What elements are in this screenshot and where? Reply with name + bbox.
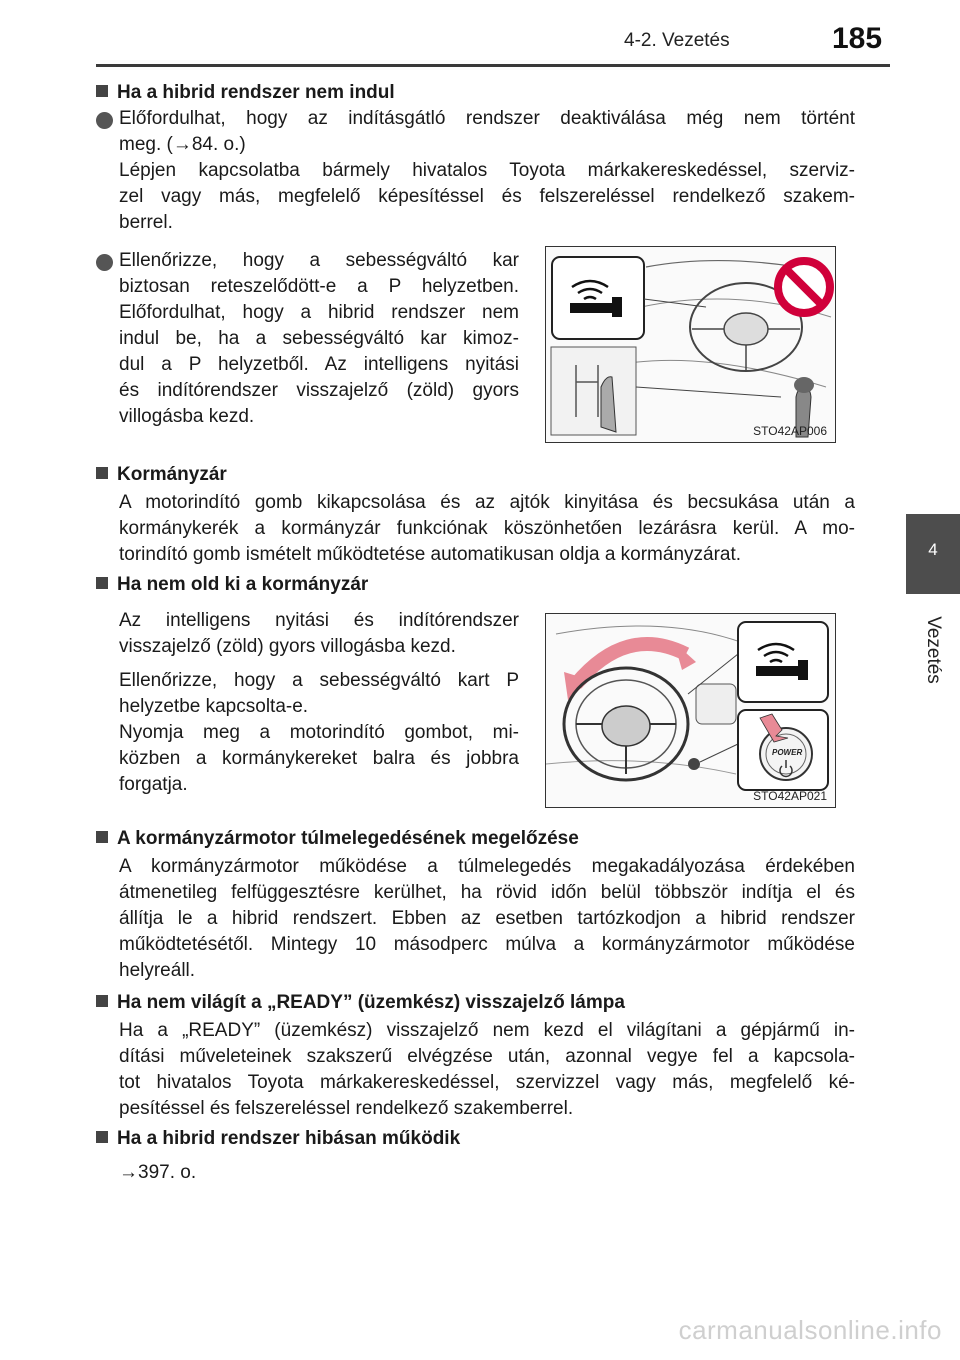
figure-steering-lock-illustration (545, 613, 836, 808)
lock-indicator-text: Az intelligens nyitási és indítórendszer visszajelző (zöld) gyors villogásba kezd. (119, 610, 519, 657)
figure-shift-lever-illustration (545, 246, 836, 443)
section-heading-ready-light: Ha nem világít a „READY” (üzemkész) visszajelző lámpa (96, 990, 625, 1016)
bullet-circle-icon (96, 254, 113, 271)
power-button-label: POWER (772, 748, 803, 757)
section-square-icon (96, 1131, 108, 1143)
page-reference-link[interactable]: →397. o. (119, 1162, 197, 1183)
section-square-icon (96, 85, 108, 97)
section-square-icon (96, 831, 108, 843)
header-rule (96, 64, 890, 67)
page-number: 185 (832, 22, 883, 55)
figure-label: STO42AP006 (753, 424, 827, 438)
section-heading-overheat-prevention: A kormányzármotor túlmelegedésének megelőzése (96, 826, 579, 852)
chapter-tab (906, 514, 960, 594)
chapter-title-vertical (918, 610, 948, 690)
prohibited-sign-icon (778, 261, 830, 313)
ready-light-text: Ha a „READY” (üzemkész) visszajelző nem kezd el világítani a gépjármű in- dítási műveleteinek szakszerű elvégzése után, azonnal vegye fel a kapcsola- tot hivatalos Toyota márkakereskedéssel, szervizzel vagy más, megfelelő ké- pesítéssel és felszereléssel rendelkező szakemberrel. (119, 1020, 855, 1119)
figure-label: STO42AP021 (753, 789, 827, 803)
section-heading-steering-lock: Kormányzár (96, 462, 227, 488)
header-section-title: 4-2. Vezetés (624, 30, 730, 51)
steering-lock-illustration (546, 614, 835, 807)
footer-watermark: carmanualsonline.info (678, 1315, 942, 1345)
steering-lock-text: A motorindító gomb kikapcsolása és az ajtók kinyitása és becsukása után a kormánykerék a kormányzár funkciónak köszönhetően lezárásra kerül. A mo- torindító gomb ismételt működtetése automatikusan oldja a kormányzárat. (119, 492, 855, 565)
chapter-number: 4 (928, 540, 938, 559)
lock-instructions-text: Ellenőrizze, hogy a sebességváltó kart P helyzetbe kapcsolta-e. Nyomja meg a motorindító gombot, mi- közben a kormánykereket balra és jobbra forgatja. (119, 670, 519, 795)
overheat-text: A kormányzármotor működése a túlmelegedés megakadályozása érdekében átmenetileg felfüggesztésre kerülhet, ha rövid időn belül többször indítja el és állítja le a hibrid rendszert. Ebben az esetben tartózkodjon a hibrid rendszer működtetésétől. Mintegy 10 másodperc múlva a kormányzármotor működése helyreáll. (119, 856, 855, 981)
section-heading-lock-not-released: Ha nem old ki a kormányzár (96, 572, 368, 598)
bullet-shift-lever-text: Ellenőrizze, hogy a sebességváltó kar biztosan reteszelődött-e a P helyzetben. Előfordulhat, hogy a hibrid rendszer nem indul be, ha a sebességváltó kar kimoz- dul a P helyzetből. Az intelligens nyitási és indítórendszer visszajelző (zöld) gyors villogásba kezd. (119, 250, 519, 427)
section-heading-hybrid-not-starting: Ha a hibrid rendszer nem indul (96, 80, 395, 106)
section-square-icon (96, 467, 108, 479)
section-square-icon (96, 577, 108, 589)
chapter-title: Vezetés (923, 616, 944, 684)
shift-lever-illustration (546, 247, 835, 442)
bullet-circle-icon (96, 112, 113, 129)
section-heading-hybrid-malfunction: Ha a hibrid rendszer hibásan működik (96, 1126, 460, 1152)
section-square-icon (96, 995, 108, 1007)
bullet-immobilizer-text: Előfordulhat, hogy az indításgátló rendszer deaktiválása még nem történt meg. (→84. o.) Lépjen kapcsolatba bármely hivatalos Toyota márkakereskedéssel, szerviz- zel vagy más, megfelelő képesítéssel és felszereléssel rendelkező szakem- berrel. (119, 108, 855, 233)
